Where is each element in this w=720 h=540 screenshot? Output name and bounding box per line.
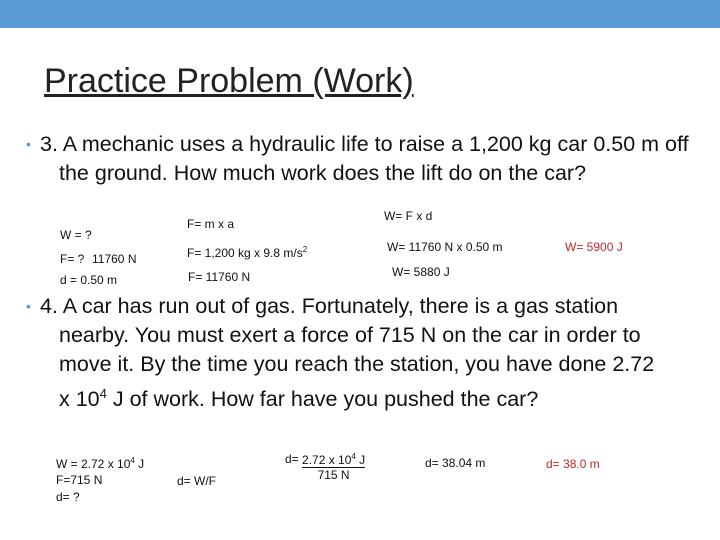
f-result: F= 11760 N <box>188 270 251 284</box>
w-result: W= 5880 J <box>392 265 450 279</box>
given-w: W = ? <box>60 228 92 242</box>
d-formula: d= W/F <box>177 474 217 488</box>
given-d: d = 0.50 m <box>60 273 118 287</box>
bullet-icon: • <box>26 298 31 314</box>
f-formula: F= m x a <box>187 217 235 231</box>
page-title: Practice Problem (Work) <box>44 62 414 100</box>
given-w-4: W = 2.72 x $10^4$ J <box>56 456 145 471</box>
f-calc: F= 1,200 kg x 9.8 $m/s^2$ <box>187 245 308 260</box>
problem-4-text: • 4. A car has run out of gas. Fortunately, there is a gas station nearby. You must exert a force of 715 N on the car in order to move it. By the time you reach the station, you have done 2.72 x $10^4$ J of work. How far have you pushed the car? <box>26 294 655 412</box>
d-result: d= 38.04 m <box>425 456 486 470</box>
given-d-4: d= ? <box>56 490 80 504</box>
given-f: 11760 N <box>92 252 137 266</box>
w-formula: W= F x d <box>384 209 433 223</box>
d-calc: d= $\frac{2.72 x 10^4 J}{715 N}$ <box>285 452 366 482</box>
bullet-icon: • <box>26 136 31 152</box>
given-f-4: F=715 N <box>56 473 103 487</box>
w-calc: W= 11760 N x 0.50 m <box>387 240 503 254</box>
w-answer: W= 5900 J <box>565 240 623 254</box>
d-answer: d= 38.0 m <box>546 457 600 471</box>
given-f-unknown: F= ? <box>60 252 85 266</box>
top-accent-bar <box>0 0 720 28</box>
problem-3-text: • 3. A mechanic uses a hydraulic life to raise a 1,200 kg car 0.50 m off the ground. How much work does the lift do on the car? <box>26 132 689 185</box>
